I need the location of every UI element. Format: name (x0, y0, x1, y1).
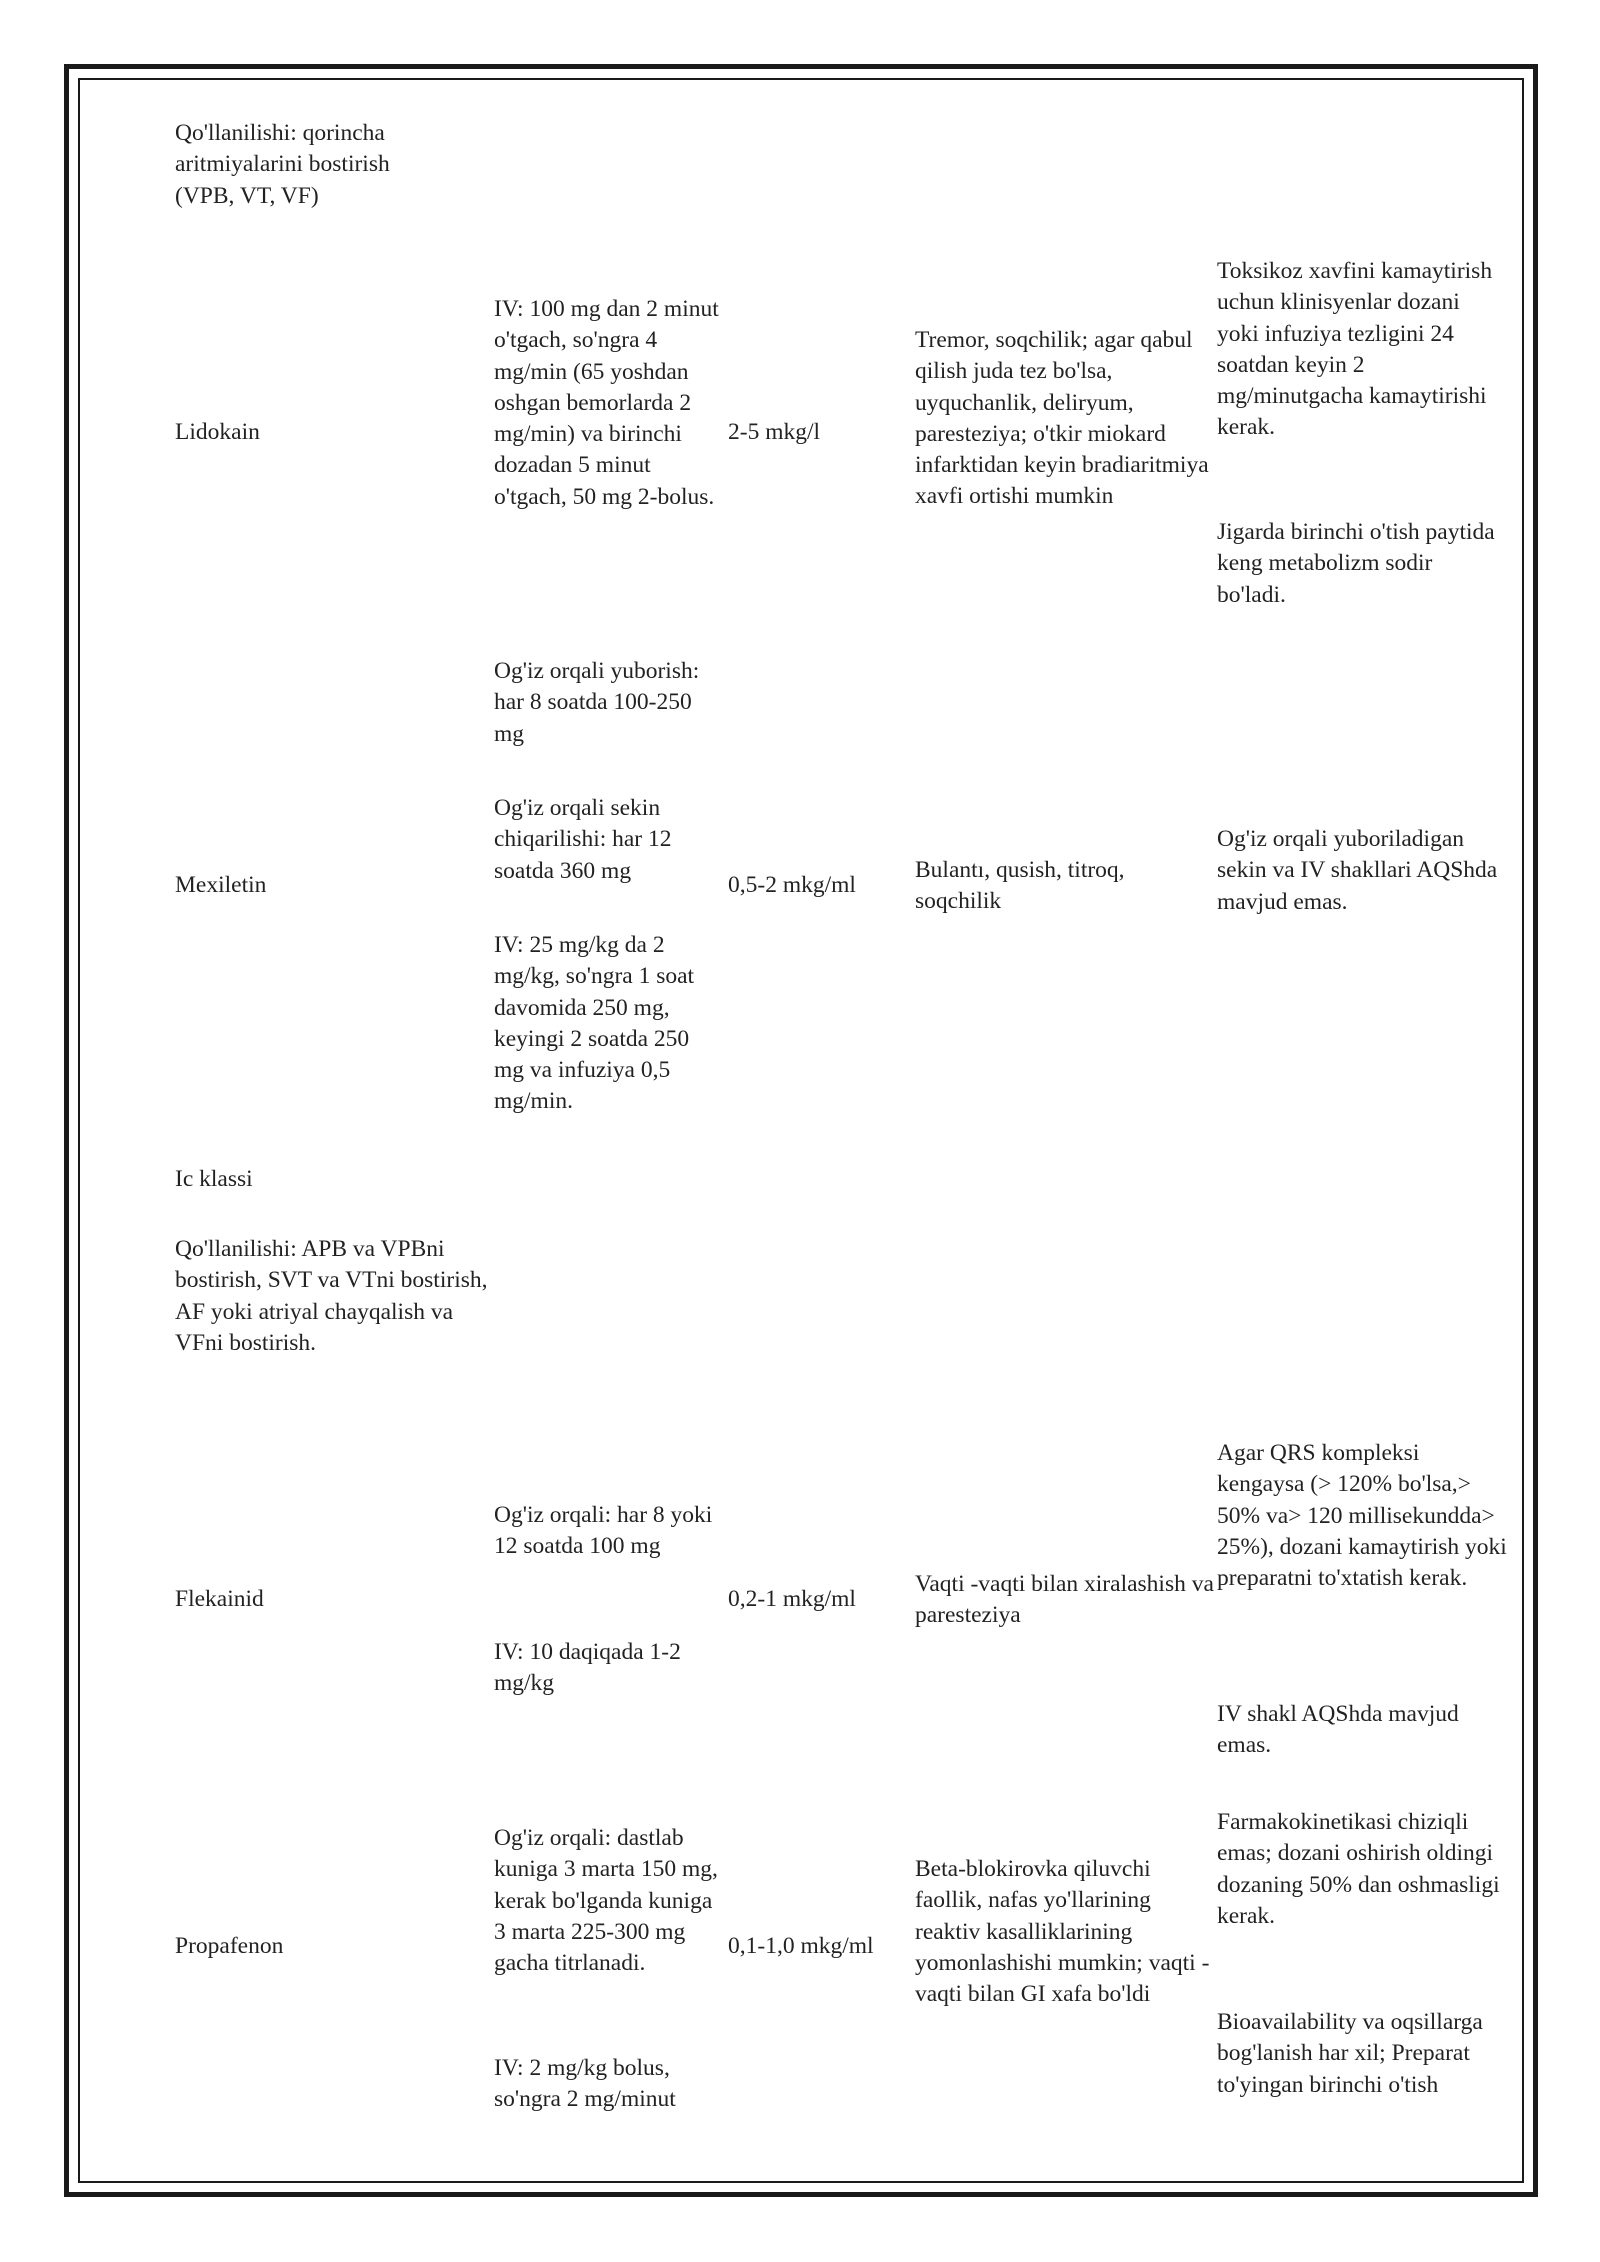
note-flekainid-2: IV shakl AQShda mavjud emas. (1217, 1701, 1459, 1759)
effects-flekainid: Vaqti -vaqti bilan xiralashish va paresteziya (915, 1571, 1214, 1629)
dose-propafenon-oral: Og'iz orqali: dastlab kuniga 3 marta 150 mg, kerak bo'lganda kuniga 3 marta 225-300 mg gacha titrlanadi. (494, 1825, 718, 1977)
drug-name-mexiletin: Mexiletin (175, 872, 267, 898)
dose-mexiletin-oral: Og'iz orqali yuborish: har 8 soatda 100-250 mg (494, 658, 700, 747)
level-lidokain: 2-5 mkg/l (728, 419, 821, 445)
effects-propafenon: Beta-blokirovka qiluvchi faollik, nafas yo'llarining reaktiv kasalliklarining yomonlashishi mumkin; vaqti -vaqti bilan GI xafa bo'ldi (915, 1856, 1210, 2008)
level-flekainid: 0,2-1 mkg/ml (728, 1586, 856, 1612)
dose-mexiletin-iv: IV: 25 mg/kg da 2 mg/kg, so'ngra 1 soat davomida 250 mg, keyingi 2 soatda 250 mg va infuziya 0,5 mg/min. (494, 932, 695, 1115)
note-flekainid-1: Agar QRS kompleksi kengaysa (> 120% bo'lsa,> 50% va> 120 millisekundda> 25%), dozani kamaytirish yoki preparatni to'xtatish kerak. (1217, 1440, 1507, 1592)
note-propafenon-1: Farmakokinetikasi chiziqli emas; dozani oshirish oldingi dozaning 50% dan oshmasligi kerak. (1217, 1809, 1500, 1929)
drug-name-lidokain: Lidokain (175, 419, 260, 445)
class-ib-usage: Qo'llanilishi: qorincha aritmiyalarini bostirish (VPB, VT, VF) (175, 120, 390, 209)
level-mexiletin: 0,5-2 mkg/ml (728, 872, 856, 898)
effects-mexiletin: Bulantı, qusish, titroq, soqchilik (915, 857, 1125, 915)
drug-name-flekainid: Flekainid (175, 1586, 264, 1612)
dose-lidokain-iv: IV: 100 mg dan 2 minut o'tgach, so'ngra 4 mg/min (65 yoshdan oshgan bemorlarda 2 mg/min) va birinchi dozadan 5 minut o'tgach, 50 mg 2-bolus. (494, 296, 719, 510)
dose-propafenon-iv: IV: 2 mg/kg bolus, so'ngra 2 mg/minut (494, 2055, 676, 2113)
note-mexiletin-1: Og'iz orqali yuboriladigan sekin va IV shakllari AQShda mavjud emas. (1217, 826, 1498, 915)
dose-mexiletin-slow: Og'iz orqali sekin chiqarilishi: har 12 soatda 360 mg (494, 795, 672, 884)
note-lidokain-1: Toksikoz xavfini kamaytirish uchun klinisyenlar dozani yoki infuziya tezligini 24 soatdan keyin 2 mg/minutgacha kamaytirishi kerak. (1217, 258, 1493, 441)
class-ic-title: Ic klassi (175, 1166, 253, 1192)
note-propafenon-2: Bioavailability va oqsillarga bog'lanish har xil; Preparat to'yingan birinchi o'tish (1217, 2009, 1483, 2098)
dose-flekainid-oral: Og'iz orqali: har 8 yoki 12 soatda 100 mg (494, 1502, 713, 1560)
level-propafenon: 0,1-1,0 mkg/ml (728, 1933, 874, 1959)
effects-lidokain: Tremor, soqchilik; agar qabul qilish juda tez bo'lsa, uyquchanlik, deliryum, paresteziya; o'tkir miokard infarktidan keyin bradiaritmiya xavfi ortishi mumkin (915, 327, 1209, 510)
note-lidokain-2: Jigarda birinchi o'tish paytida keng metabolizm sodir bo'ladi. (1217, 519, 1495, 608)
drug-name-propafenon: Propafenon (175, 1933, 284, 1959)
class-ic-usage: Qo'llanilishi: APB va VPBni bostirish, SVT va VTni bostirish, AF yoki atriyal chayqalish va VFni bostirish. (175, 1236, 488, 1356)
dose-flekainid-iv: IV: 10 daqiqada 1-2 mg/kg (494, 1639, 681, 1697)
